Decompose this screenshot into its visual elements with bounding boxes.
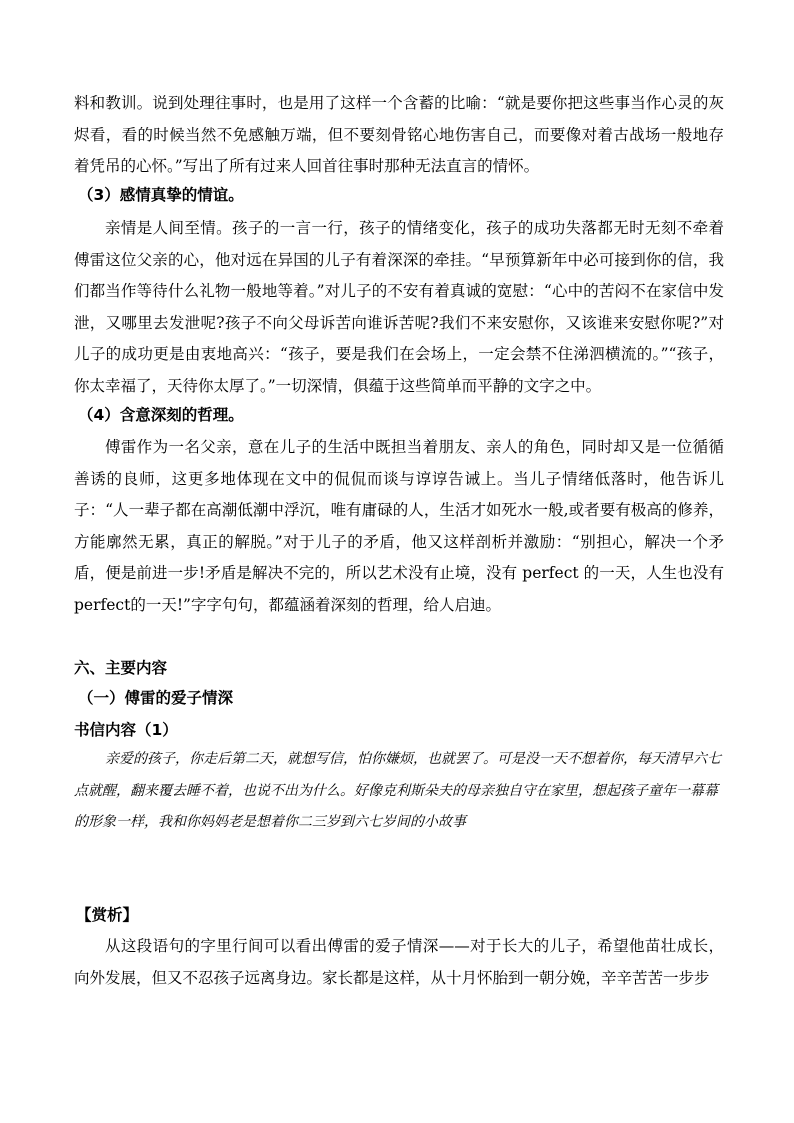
heading-sincere-emotion: （3）感情真挚的情谊。 [78, 186, 244, 204]
paragraph-philosophy: 傅雷作为一名父亲，意在儿子的生活中既担当着朋友、亲人的角色，同时却又是一位循循善诱的良师，这更多地体现在文中的侃侃而谈与谆谆告诫上。当儿子情绪低落时，他告诉儿子：“人一辈子都在高潮低潮中浮沉，唯有庸碌的人，生活才如死水一般,或者要有极高的修养，方能廓然无累，真正的解脱。”对于儿子的矛盾，他又这样剖析并激励：“别担心，解决一个矛盾，便是前进一步!矛盾是解决不完的，所以艺术没有止境，没有 perfect 的一天，人生也没有 perfect的一天!”字字句句，都蕴涵着深刻的哲理，给人启迪。 [74, 438, 724, 614]
paragraph-family-love: 亲情是人间至情。孩子的一言一行，孩子的情绪变化，孩子的成功失落都无时无刻不牵着傅雷这位父亲的心，他对远在异国的儿子有着深深的牵挂。“早预算新年中必可接到你的信，我们都当作等待什么礼物一般地等着。”对儿子的不安有着真诚的宽慰：“心中的苦闷不在家信中发泄，又哪里去发泄呢?孩子不向父母诉苦向谁诉苦呢?我们不来安慰你，又该谁来安慰你呢?”对儿子的成功更是由衷地高兴：“孩子，要是我们在会场上，一定会禁不住涕泗横流的。”“孩子，你太幸福了，天待你太厚了。”一切深情，俱蕴于这些简单而平静的文字之中。 [74, 219, 724, 395]
letter-excerpt: 亲爱的孩子，你走后第二天，就想写信，怕你嫌烦，也就罢了。可是没一天不想着你，每天清早六七点就醒，翻来覆去睡不着，也说不出为什么。好像克利斯朵夫的母亲独自守在家里，想起孩子童年一幕幕的形象一样，我和你妈妈老是想着你二三岁到六七岁间的小故事 [74, 751, 721, 830]
letter-content-title: 书信内容（1） [74, 721, 178, 739]
paragraph-metaphor: 料和教训。说到处理往事时，也是用了这样一个含蓄的比喻：“就是要你把这些事当作心灵的灰烬看，看的时候当然不免感触万端，但不要刻骨铭心地伤害自己，而要像对着古战场一般地存着凭吊的心怀。”写出了所有过来人回首往事时那种无法直言的情怀。 [74, 94, 724, 176]
heading-philosophy: （4）含意深刻的哲理。 [78, 406, 244, 424]
appreciation-title: 【赏析】 [76, 906, 139, 924]
appreciation-paragraph: 从这段语句的字里行间可以看出傅雷的爱子情深——对于长大的儿子，希望他苗壮成长，向外发展，但又不忍孩子远离身边。家长都是这样，从十月怀胎到一朝分娩，辛辛苦苦一步步 [74, 937, 724, 987]
subheading-love-for-son: （一）傅雷的爱子情深 [78, 689, 234, 707]
section-main-content: 六、主要内容 [74, 659, 168, 677]
